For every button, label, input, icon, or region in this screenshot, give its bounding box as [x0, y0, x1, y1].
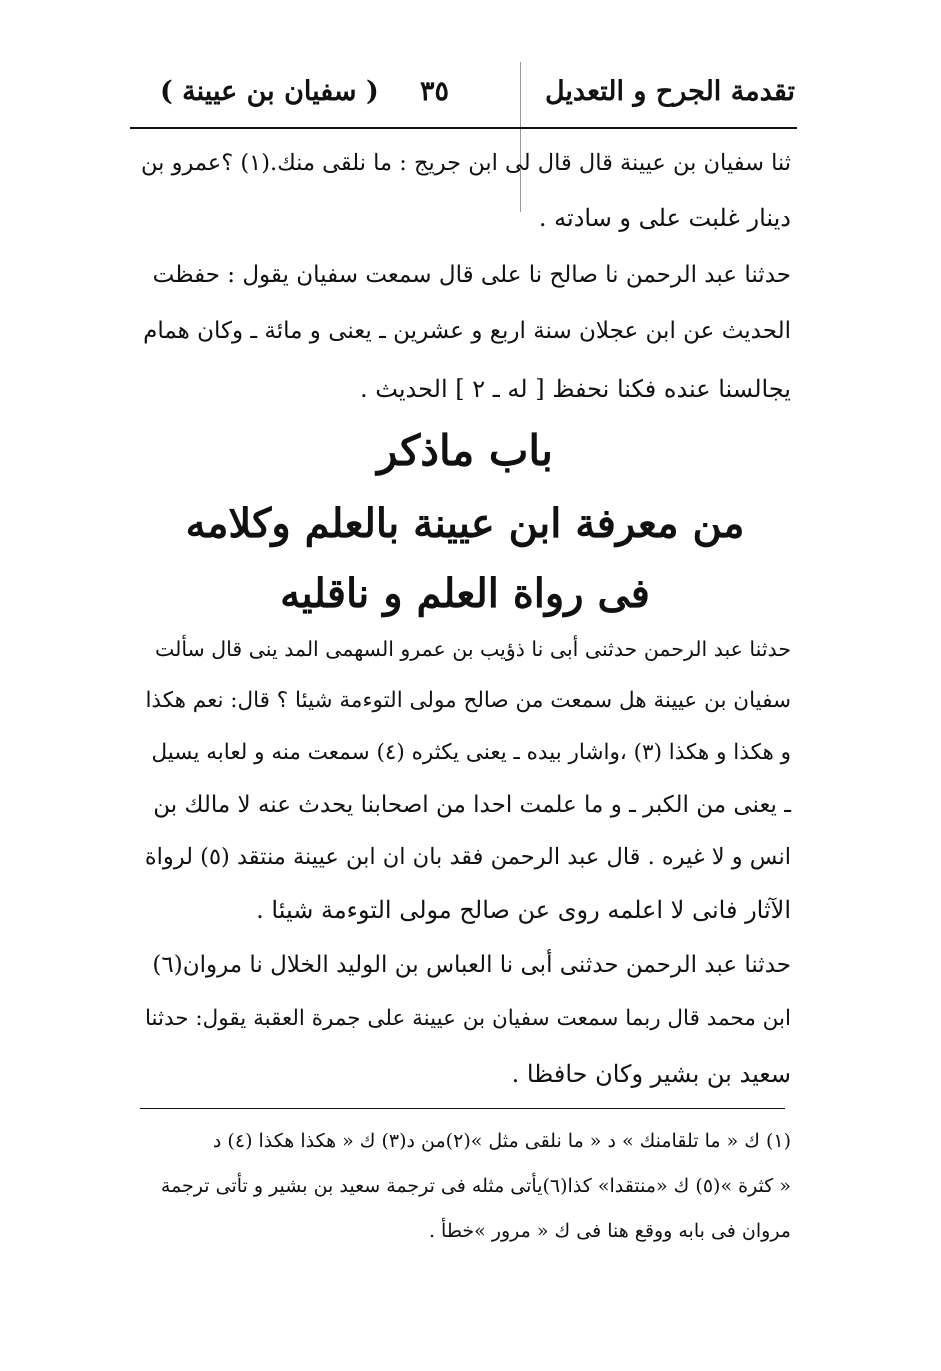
page-header: [130, 70, 795, 126]
body-line-6: حدثنا عبد الرحمن حدثنى أبى نا ذؤيب بن عمرو السهمى المد ينى قال سألت: [154, 637, 791, 661]
body-line-12: حدثنا عبد الرحمن حدثنى أبى نا العباس بن الوليد الخلال نا مروان(٦): [152, 952, 791, 978]
book-title: تقدمة الجرح و التعديل: [544, 76, 795, 107]
body-line-1: ثنا سفيان بن عيينة قال قال لى ابن جريج : ما نلقى منك.(١) ؟عمرو بن: [141, 150, 791, 176]
body-line-4: الحديث عن ابن عجلان سنة اربع و عشرين ـ يعنى و مائة ـ وكان همام: [143, 318, 791, 344]
body-line-2: دينار غلبت على و سادته .: [538, 204, 791, 232]
chapter-heading-3: فى رواة العلم و ناقليه: [280, 570, 650, 617]
page-number: ٣٥: [420, 76, 450, 107]
footnote-line-1: (١) ك « ما تلقامنك » د « ما نلقى مثل »(٢)من د(٣) ك « هكذا هكذا (٤) د: [212, 1130, 791, 1152]
body-line-14: سعيد بن بشير وكان حافظا .: [511, 1060, 791, 1088]
body-line-5: يجالسنا عنده فكنا نحفظ [ له ـ ٢ ] الحديث .: [360, 375, 791, 403]
footnote-rule: [140, 1108, 785, 1109]
footnote-line-2: « كثرة »(٥) ك «منتقدا» كذا(٦)يأتى مثله فى ترجمة سعيد بن بشير و تأتى ترجمة: [160, 1175, 791, 1197]
header-rule: [130, 127, 797, 129]
body-line-3: حدثنا عبد الرحمن نا صالح نا على قال سمعت سفيان يقول : حفظت: [152, 262, 791, 288]
body-line-7: سفيان بن عيينة هل سمعت من صالح مولى التوءمة شيئا ؟ قال: نعم هكذا: [145, 688, 791, 713]
footnote-line-3: مروان فى بابه ووقع هنا فى ك « مرور »خطأ .: [428, 1220, 791, 1242]
gutter-line: [520, 62, 521, 212]
chapter-heading-2: من معرفة ابن عيينة بالعلم وكلامه: [185, 500, 745, 547]
body-line-13: ابن محمد قال ربما سمعت سفيان بن عيينة على جمرة العقبة يقول: حدثنا: [145, 1006, 791, 1031]
body-line-8: و هكذا و هكذا (٣) ،واشار بيده ـ يعنى يكثره (٤) سمعت منه و لعابه يسيل: [151, 740, 791, 765]
chapter-heading-1: باب ماذكر: [377, 426, 553, 475]
body-line-10: انس و لا غيره . قال عبد الرحمن فقد بان ان ابن عيينة منتقد (٥) لرواة: [144, 844, 791, 870]
body-line-9: ـ يعنى من الكبر ـ و ما علمت احدا من اصحابنا يحدث عنه لا مالك بن: [153, 792, 791, 818]
body-line-11: الآثار فانى لا اعلمه روى عن صالح مولى التوءمة شيئا .: [256, 896, 791, 924]
section-title: ( سفيان بن عيينة ): [160, 76, 379, 107]
